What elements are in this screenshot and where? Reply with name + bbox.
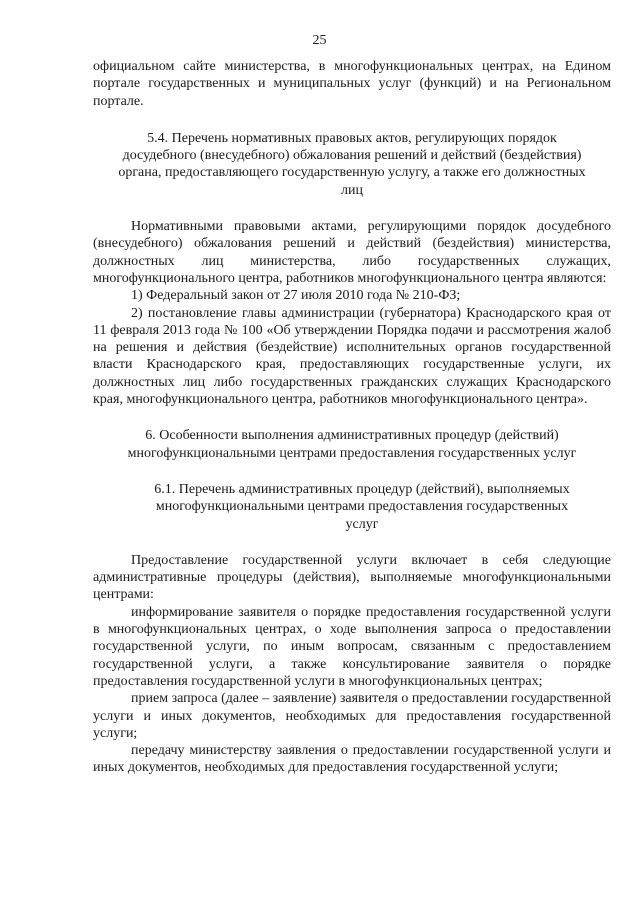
act-2: 2) постановление главы администрации (губернатора) Краснодарского края от 11 февраля 2013 года № 100 «Об утверждении Порядка подачи и рассмотрения жалоб на решения и действия (бездействие) исполнительных органов государственной власти Краснодарского края, предоставляющих государственные услуги, их должностных лиц либо государственных гражданских служащих Краснодарского края, многофункционального центра, работников многофункционального центра».	[93, 305, 611, 408]
section-6-1-heading: 6.1. Перечень административных процедур (действий), выполняемых многофункциональными центрами предоставления государственных услуг	[154, 481, 570, 532]
provision-paragraph: Предоставление государственной услуги включает в себя следующие административные процедуры (действия), выполняемые многофункциональными центрами:	[93, 552, 611, 603]
list-item-receive: прием запроса (далее – заявление) заявителя о предоставлении государственной услуги и иных документов, необходимых для предоставления государственной услуги;	[93, 691, 611, 741]
acts-paragraph: Нормативными правовыми актами, регулирующими порядок досудебного (внесудебного) обжалования решений и действий (бездействия) министерства, должностных лиц министерства, либо государственных служащих, многофункционального центра, работников многофункционального центра являются:	[93, 219, 611, 286]
page-number: 25	[312, 33, 327, 48]
section-5-4-heading: 5.4. Перечень нормативных правовых актов, регулирующих порядок досудебного (внесудебного) обжалования решений и действий (бездействия) органа, предоставляющего государственную услугу, а также его должностных лиц	[118, 130, 586, 198]
list-item-inform: информирование заявителя о порядке предоставления государственной услуги в многофункциональных центрах, о ходе выполнения запроса о предоставлении государственной услуги, по иным вопросам, связанным с предоставлением государственной услуги, а также консультирование заявителя о порядке предоставления государственной услуги в многофункциональных центрах;	[93, 604, 611, 689]
intro-paragraph: официальном сайте министерства, в многофункциональных центрах, на Едином портале государственных и муниципальных услуг (функций) и на Региональном портале.	[93, 59, 611, 109]
section-6-heading: 6. Особенности выполнения административных процедур (действий) многофункциональными центрами предоставления государственных услуг	[127, 428, 577, 461]
document-body	[93, 58, 611, 777]
list-item-transfer: передачу министерству заявления о предоставлении государственной услуги и иных документов, необходимых для предоставления государственной услуги;	[93, 743, 611, 776]
act-1: 1) Федеральный закон от 27 июля 2010 года № 210-ФЗ;	[131, 288, 461, 304]
